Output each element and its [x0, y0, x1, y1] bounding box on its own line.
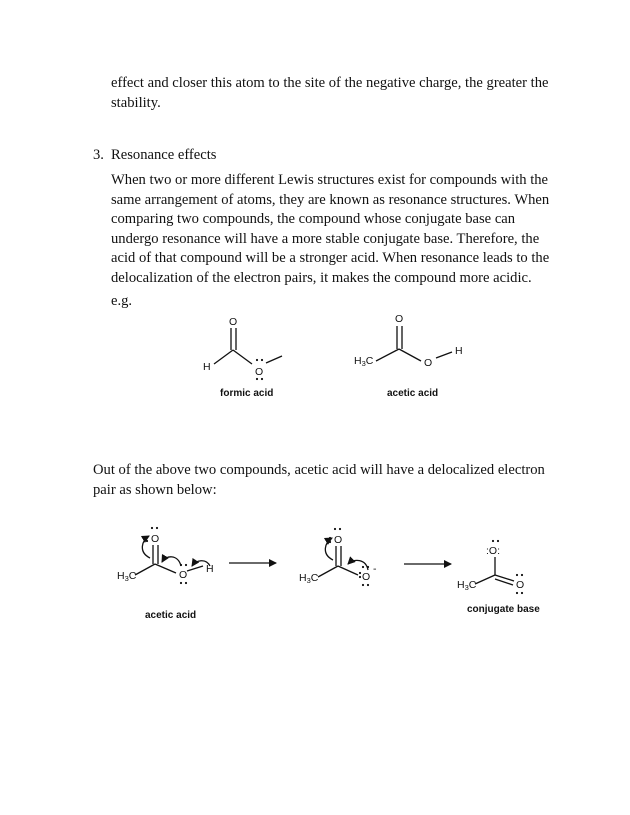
step2-atom-o-single: O [362, 571, 371, 583]
formic-atom-o-single: O [255, 366, 264, 378]
step1-structure [135, 536, 210, 575]
step3-atom-o-top: :O: [486, 545, 501, 557]
paragraph-line-1: When two or more different Lewis structures exist for compounds with the [111, 172, 549, 188]
acetic-atom-h3c: H3C [354, 355, 374, 368]
acetic-atom-o: O [395, 313, 404, 325]
intro-line-1: effect and closer this atom to the site of the negative charge, the greater the [111, 75, 549, 91]
intro-line-2: stability. [111, 94, 161, 111]
step3-atom-o-right: O [516, 579, 525, 591]
step1-caption: acetic acid [145, 610, 197, 621]
step3-structure [475, 557, 514, 585]
formic-atom-o: O [229, 316, 238, 328]
formic-acid-structure [214, 328, 282, 364]
step1-atom-o: O [151, 533, 160, 545]
paragraph-line-4: undergo resonance will have a more stable conjugate base. Therefore, the [111, 230, 540, 247]
paragraph-line-5: acid of that compound will be a stronger acid. When resonance leads to the [111, 250, 550, 267]
step3-atom-h3c: H3C [457, 579, 477, 592]
acetic-acid-structure [376, 326, 452, 361]
step2-negative-charge: - [373, 563, 377, 575]
acetic-acid-caption: acetic acid [387, 388, 439, 399]
step1-atom-h3c: H3C [117, 570, 137, 583]
formic-acid-caption: formic acid [220, 388, 274, 399]
acetic-atom-o-single: O [424, 357, 433, 369]
acetic-atom-h: H [455, 345, 463, 357]
step1-atom-h: H [206, 563, 214, 575]
step1-atom-o-single: O [179, 569, 188, 581]
step2-atom-o: O [334, 534, 343, 546]
paragraph-line-6: delocalization of the electron pairs, it makes the compound more acidic. [111, 269, 532, 286]
section-number: 3. [93, 147, 104, 163]
paragraph-line-2: same arrangement of atoms, they are known as resonance structures. When [111, 191, 550, 208]
step3-caption: conjugate base [467, 604, 540, 615]
section-heading: Resonance effects [111, 147, 217, 163]
formic-atom-h-left: H [203, 361, 211, 373]
step2-atom-h3c: H3C [299, 572, 319, 585]
example-label: e.g. [111, 293, 133, 309]
step2-structure [318, 538, 368, 577]
transition-line-2: pair as shown below: [93, 481, 217, 498]
transition-line-1: Out of the above two compounds, acetic acid will have a delocalized electron [93, 462, 545, 478]
paragraph-line-3: comparing two compounds, the compound whose conjugate base can [111, 211, 516, 228]
